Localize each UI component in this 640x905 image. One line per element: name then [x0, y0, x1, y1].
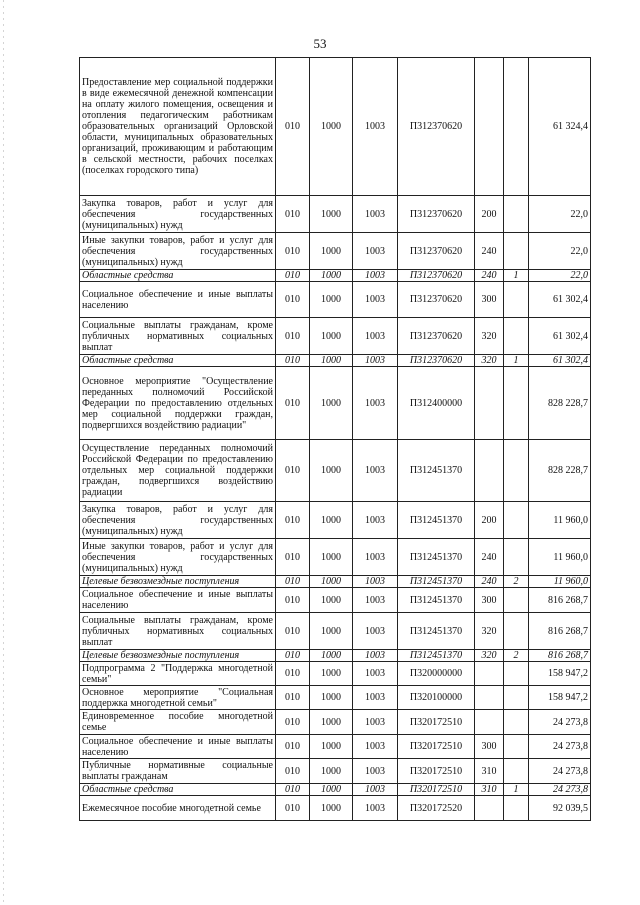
table-row [80, 539, 591, 576]
row-expense-type: 240 [475, 233, 504, 270]
row-target-article: П312451370 [398, 440, 475, 502]
row-ved-code: 010 [276, 662, 310, 686]
table-row [80, 282, 591, 318]
funding-source-row [80, 576, 591, 588]
row-subsection-code: 1003 [353, 796, 398, 821]
funding-source-row [80, 650, 591, 662]
row-amount: 24 273,8 [529, 759, 591, 784]
row-ved-code: 010 [276, 796, 310, 821]
row-funding-source [504, 539, 529, 576]
row-subsection-code: 1003 [353, 367, 398, 440]
row-name-cell: Социальное обеспечение и иные выплаты населению [80, 282, 276, 318]
row-target-article: П312370620 [398, 355, 475, 367]
row-funding-source: 2 [504, 576, 529, 588]
row-name-cell: Закупка товаров, работ и услуг для обеспечения государственных (муниципальных) нужд [80, 196, 276, 233]
row-name-cell: Иные закупки товаров, работ и услуг для обеспечения государственных (муниципальных) нужд [80, 233, 276, 270]
row-amount: 11 960,0 [529, 539, 591, 576]
row-amount: 24 273,8 [529, 735, 591, 759]
row-section-code: 1000 [310, 588, 353, 613]
row-name-cell: Закупка товаров, работ и услуг для обеспечения государственных (муниципальных) нужд [80, 502, 276, 539]
row-ved-code: 010 [276, 710, 310, 735]
row-amount: 24 273,8 [529, 710, 591, 735]
table-row [80, 318, 591, 355]
scan-edge [3, 0, 4, 905]
row-ved-code: 010 [276, 367, 310, 440]
row-section-code: 1000 [310, 233, 353, 270]
row-subsection-code: 1003 [353, 613, 398, 650]
row-funding-source [504, 440, 529, 502]
row-subsection-code: 1003 [353, 440, 398, 502]
row-subsection-code: 1003 [353, 650, 398, 662]
row-name-cell: Социальное обеспечение и иные выплаты населению [80, 588, 276, 613]
row-ved-code: 010 [276, 502, 310, 539]
row-name-cell: Иные закупки товаров, работ и услуг для обеспечения государственных (муниципальных) нужд [80, 539, 276, 576]
row-expense-type: 300 [475, 282, 504, 318]
row-funding-source [504, 58, 529, 196]
row-name-cell: Целевые безвозмездные поступления [80, 576, 276, 588]
row-target-article: П312370620 [398, 282, 475, 318]
row-amount: 158 947,2 [529, 662, 591, 686]
row-funding-source [504, 613, 529, 650]
row-expense-type [475, 710, 504, 735]
row-expense-type [475, 796, 504, 821]
row-subsection-code: 1003 [353, 759, 398, 784]
row-expense-type [475, 662, 504, 686]
table-row [80, 233, 591, 270]
row-section-code: 1000 [310, 662, 353, 686]
row-target-article: П320172510 [398, 784, 475, 796]
row-name-cell: Предоставление мер социальной поддержки в виде ежемесячной денежной компенсации на оплату жилого помещения, освещения и отопления педагогическим работникам образовательных организаций Орловской области, муниципальных образовательных организаций, проживающим и работающим в сельской местности, рабочих поселках (поселках городского типа) [80, 58, 276, 196]
table-row [80, 735, 591, 759]
row-target-article: П320172510 [398, 735, 475, 759]
row-name-cell: Областные средства [80, 270, 276, 282]
row-amount: 22,0 [529, 196, 591, 233]
row-ved-code: 010 [276, 58, 310, 196]
row-target-article: П320172510 [398, 759, 475, 784]
row-section-code: 1000 [310, 355, 353, 367]
row-name-cell: Ежемесячное пособие многодетной семье [80, 796, 276, 821]
row-subsection-code: 1003 [353, 318, 398, 355]
table-row [80, 662, 591, 686]
row-subsection-code: 1003 [353, 233, 398, 270]
row-target-article: П312451370 [398, 576, 475, 588]
row-subsection-code: 1003 [353, 588, 398, 613]
row-subsection-code: 1003 [353, 502, 398, 539]
row-expense-type [475, 686, 504, 710]
row-funding-source [504, 282, 529, 318]
row-name-cell: Областные средства [80, 784, 276, 796]
row-section-code: 1000 [310, 710, 353, 735]
row-ved-code: 010 [276, 196, 310, 233]
row-amount: 816 268,7 [529, 588, 591, 613]
row-ved-code: 010 [276, 686, 310, 710]
row-subsection-code: 1003 [353, 576, 398, 588]
funding-source-row [80, 270, 591, 282]
row-subsection-code: 1003 [353, 282, 398, 318]
row-target-article: П312451370 [398, 650, 475, 662]
row-funding-source: 1 [504, 270, 529, 282]
row-expense-type: 300 [475, 735, 504, 759]
row-expense-type [475, 367, 504, 440]
row-funding-source [504, 796, 529, 821]
row-amount: 24 273,8 [529, 784, 591, 796]
row-ved-code: 010 [276, 576, 310, 588]
row-funding-source [504, 759, 529, 784]
row-subsection-code: 1003 [353, 58, 398, 196]
row-funding-source [504, 662, 529, 686]
row-amount: 61 302,4 [529, 282, 591, 318]
row-section-code: 1000 [310, 784, 353, 796]
row-target-article: П312370620 [398, 318, 475, 355]
budget-table [79, 57, 591, 821]
row-name-cell: Осуществление переданных полномочий Российской Федерации по предоставлению отдельных мер социальной поддержки граждан, подвергшихся воздействию радиации [80, 440, 276, 502]
row-name-cell: Социальное обеспечение и иные выплаты населению [80, 735, 276, 759]
row-funding-source [504, 735, 529, 759]
row-section-code: 1000 [310, 686, 353, 710]
row-ved-code: 010 [276, 355, 310, 367]
row-expense-type: 310 [475, 759, 504, 784]
row-name-cell: Подпрограмма 2 "Поддержка многодетной семьи" [80, 662, 276, 686]
row-ved-code: 010 [276, 759, 310, 784]
row-section-code: 1000 [310, 796, 353, 821]
row-amount: 61 324,4 [529, 58, 591, 196]
row-target-article: П312451370 [398, 539, 475, 576]
table-row [80, 440, 591, 502]
funding-source-row [80, 784, 591, 796]
row-amount: 828 228,7 [529, 440, 591, 502]
row-funding-source: 2 [504, 650, 529, 662]
row-name-cell: Областные средства [80, 355, 276, 367]
row-target-article: П312400000 [398, 367, 475, 440]
row-subsection-code: 1003 [353, 270, 398, 282]
row-target-article: П312451370 [398, 588, 475, 613]
table-row [80, 502, 591, 539]
row-subsection-code: 1003 [353, 196, 398, 233]
row-target-article: П312370620 [398, 196, 475, 233]
row-funding-source [504, 233, 529, 270]
row-section-code: 1000 [310, 367, 353, 440]
row-section-code: 1000 [310, 576, 353, 588]
row-amount: 22,0 [529, 233, 591, 270]
row-ved-code: 010 [276, 440, 310, 502]
row-name-cell: Публичные нормативные социальные выплаты гражданам [80, 759, 276, 784]
row-target-article: П320100000 [398, 686, 475, 710]
row-amount: 158 947,2 [529, 686, 591, 710]
row-amount: 11 960,0 [529, 502, 591, 539]
row-ved-code: 010 [276, 784, 310, 796]
row-funding-source [504, 318, 529, 355]
row-target-article: П312370620 [398, 58, 475, 196]
row-ved-code: 010 [276, 318, 310, 355]
row-target-article: П312370620 [398, 270, 475, 282]
table-row [80, 796, 591, 821]
row-expense-type: 200 [475, 502, 504, 539]
table-row [80, 613, 591, 650]
row-expense-type: 310 [475, 784, 504, 796]
row-subsection-code: 1003 [353, 735, 398, 759]
row-funding-source [504, 502, 529, 539]
row-section-code: 1000 [310, 735, 353, 759]
row-subsection-code: 1003 [353, 539, 398, 576]
row-name-cell: Социальные выплаты гражданам, кроме публичных нормативных социальных выплат [80, 318, 276, 355]
row-ved-code: 010 [276, 613, 310, 650]
row-name-cell: Основное мероприятие "Осуществление переданных полномочий Российской Федерации по предоставлению отдельных мер социальной поддержки граждан, подвергшихся воздействию радиации" [80, 367, 276, 440]
row-section-code: 1000 [310, 650, 353, 662]
row-subsection-code: 1003 [353, 686, 398, 710]
row-expense-type: 320 [475, 355, 504, 367]
table-row [80, 367, 591, 440]
row-funding-source [504, 588, 529, 613]
row-section-code: 1000 [310, 282, 353, 318]
row-ved-code: 010 [276, 539, 310, 576]
table-row [80, 58, 591, 196]
row-target-article: П312451370 [398, 502, 475, 539]
row-ved-code: 010 [276, 282, 310, 318]
row-target-article: П320172520 [398, 796, 475, 821]
row-subsection-code: 1003 [353, 784, 398, 796]
row-amount: 61 302,4 [529, 318, 591, 355]
row-expense-type: 320 [475, 650, 504, 662]
row-ved-code: 010 [276, 650, 310, 662]
row-amount: 92 039,5 [529, 796, 591, 821]
row-expense-type: 240 [475, 576, 504, 588]
row-amount: 828 228,7 [529, 367, 591, 440]
row-target-article: П312370620 [398, 233, 475, 270]
row-section-code: 1000 [310, 58, 353, 196]
row-amount: 816 268,7 [529, 613, 591, 650]
row-target-article: П320000000 [398, 662, 475, 686]
row-target-article: П312451370 [398, 613, 475, 650]
row-ved-code: 010 [276, 233, 310, 270]
table-row [80, 759, 591, 784]
page-number: 53 [313, 36, 327, 51]
row-expense-type: 300 [475, 588, 504, 613]
row-expense-type: 320 [475, 613, 504, 650]
row-name-cell: Целевые безвозмездные поступления [80, 650, 276, 662]
row-funding-source [504, 686, 529, 710]
table-row [80, 588, 591, 613]
row-section-code: 1000 [310, 196, 353, 233]
row-name-cell: Социальные выплаты гражданам, кроме публичных нормативных социальных выплат [80, 613, 276, 650]
row-name-cell: Основное мероприятие "Социальная поддержка многодетной семьи" [80, 686, 276, 710]
row-subsection-code: 1003 [353, 662, 398, 686]
row-funding-source [504, 367, 529, 440]
table-row [80, 196, 591, 233]
row-expense-type: 200 [475, 196, 504, 233]
row-subsection-code: 1003 [353, 710, 398, 735]
funding-source-row [80, 355, 591, 367]
row-section-code: 1000 [310, 318, 353, 355]
row-expense-type: 240 [475, 270, 504, 282]
row-expense-type [475, 58, 504, 196]
row-subsection-code: 1003 [353, 355, 398, 367]
row-funding-source [504, 196, 529, 233]
row-amount: 22,0 [529, 270, 591, 282]
row-ved-code: 010 [276, 270, 310, 282]
row-amount: 11 960,0 [529, 576, 591, 588]
budget-table-body [80, 58, 591, 821]
table-row [80, 686, 591, 710]
row-section-code: 1000 [310, 613, 353, 650]
row-amount: 816 268,7 [529, 650, 591, 662]
row-section-code: 1000 [310, 502, 353, 539]
table-row [80, 710, 591, 735]
row-section-code: 1000 [310, 270, 353, 282]
row-section-code: 1000 [310, 440, 353, 502]
row-section-code: 1000 [310, 539, 353, 576]
row-expense-type: 320 [475, 318, 504, 355]
row-ved-code: 010 [276, 735, 310, 759]
row-funding-source [504, 710, 529, 735]
row-amount: 61 302,4 [529, 355, 591, 367]
row-section-code: 1000 [310, 759, 353, 784]
row-funding-source: 1 [504, 355, 529, 367]
row-expense-type [475, 440, 504, 502]
row-expense-type: 240 [475, 539, 504, 576]
row-ved-code: 010 [276, 588, 310, 613]
row-target-article: П320172510 [398, 710, 475, 735]
row-name-cell: Единовременное пособие многодетной семье [80, 710, 276, 735]
row-funding-source: 1 [504, 784, 529, 796]
